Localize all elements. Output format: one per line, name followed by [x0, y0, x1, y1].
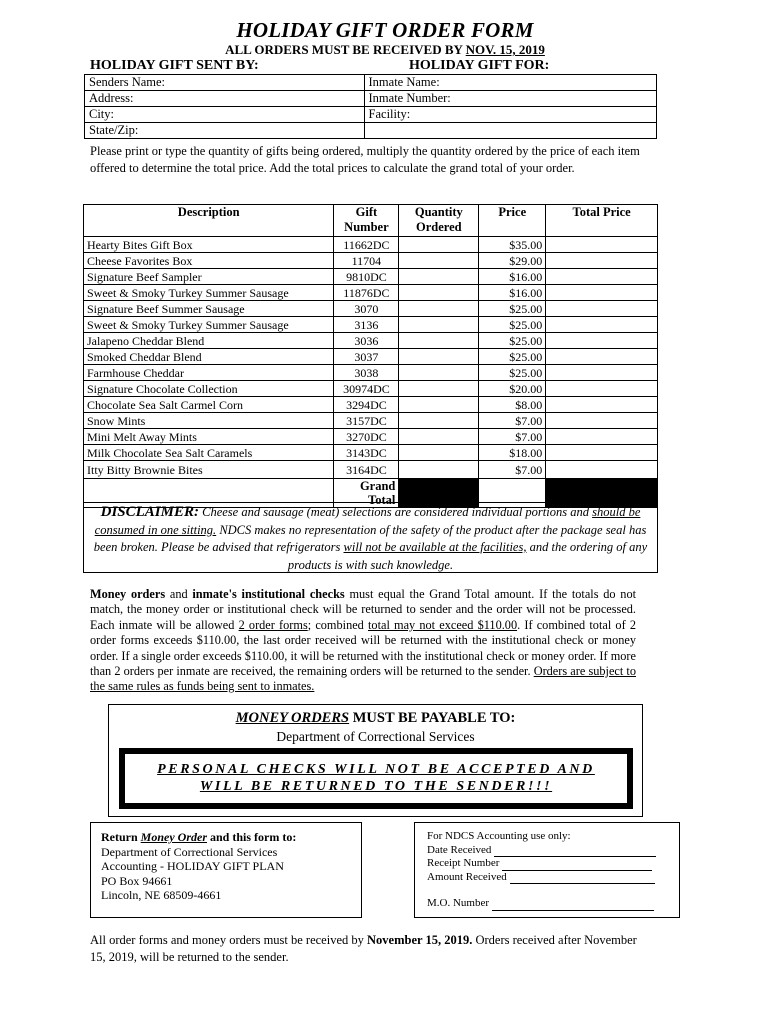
- money-text-1: and: [165, 587, 193, 601]
- item-price: $7.00: [479, 461, 546, 479]
- payable-must-be: MUST BE PAYABLE TO:: [349, 710, 516, 726]
- col-gift-number: [334, 205, 399, 237]
- item-quantity-cell[interactable]: [399, 429, 479, 445]
- item-quantity-cell[interactable]: [399, 461, 479, 479]
- item-quantity-cell[interactable]: [399, 413, 479, 429]
- subtitle-prefix: ALL ORDERS MUST BE RECEIVED BY: [225, 42, 466, 57]
- item-total-cell[interactable]: [546, 365, 658, 381]
- payee-name: Department of Correctional Services: [276, 729, 475, 744]
- table-row: [84, 269, 658, 285]
- item-description: Snow Mints: [84, 413, 334, 429]
- money-underline-1: 2 order forms: [238, 617, 308, 632]
- table-row: [84, 445, 658, 461]
- return-heading: [101, 830, 351, 845]
- table-row: [84, 349, 658, 365]
- item-price: $25.00: [479, 365, 546, 381]
- money-orders-bold: Money orders: [90, 587, 166, 601]
- amount-received-line[interactable]: [510, 872, 655, 884]
- receipt-number-row: [427, 857, 667, 871]
- disclaimer-text-4: and the ordering of any products is with such knowledge.: [287, 540, 648, 572]
- sent-by-heading: HOLIDAY GIFT SENT BY:: [90, 58, 259, 73]
- return-money-order: Money Order: [140, 830, 207, 844]
- item-price: $7.00: [479, 413, 546, 429]
- item-description: Hearty Bites Gift Box: [84, 237, 334, 253]
- footer-text-2: Orders received after November 15, 2019, will be returned to the sender.: [90, 933, 637, 964]
- payable-heading: [109, 710, 642, 727]
- table-row: [84, 461, 658, 479]
- item-quantity-cell[interactable]: [399, 301, 479, 317]
- institutional-checks-bold: inmate's institutional checks: [192, 587, 345, 601]
- item-gift-number: 3164DC: [334, 461, 399, 479]
- col-price: Price: [479, 205, 546, 237]
- item-description: Farmhouse Cheddar: [84, 365, 334, 381]
- receipt-number-label: Receipt Number: [427, 857, 500, 869]
- item-description: Cheese Favorites Box: [84, 253, 334, 269]
- return-text-2: and this form to:: [207, 830, 297, 844]
- item-description: Signature Beef Sampler: [84, 269, 334, 285]
- item-gift-number: 3070: [334, 301, 399, 317]
- mo-number-line[interactable]: [492, 899, 654, 911]
- item-price: $29.00: [479, 253, 546, 269]
- gift-items-table: [83, 204, 658, 508]
- item-total-cell[interactable]: [546, 269, 658, 285]
- accounting-box: [414, 822, 680, 918]
- instructions: Please print or type the quantity of gifts being ordered, multiply the quantity ordered by the price of each item offered to determine the total price. Add the total prices to calculate the grand total of your order.: [90, 144, 640, 175]
- money-text-2: must equal the Grand Total amount. If the totals do not match, the money order or institutional check will be returned to sender and the order will not be processed. Each inmate will be allowed: [90, 587, 637, 632]
- item-gift-number: 3157DC: [334, 413, 399, 429]
- warning-line-1: PERSONAL CHECKS WILL NOT BE ACCEPTED AND: [157, 762, 595, 777]
- table-row: [84, 365, 658, 381]
- return-address-box: [90, 822, 362, 918]
- item-total-cell[interactable]: [546, 301, 658, 317]
- item-price: $18.00: [479, 445, 546, 461]
- money-underline-3: Orders are subject to the same rules as funds being sent to inmates.: [90, 664, 636, 694]
- item-description: Signature Beef Summer Sausage: [84, 301, 334, 317]
- item-description: Sweet & Smoky Turkey Summer Sausage: [84, 285, 334, 301]
- warning-box: [119, 748, 633, 809]
- item-quantity-cell[interactable]: [399, 381, 479, 397]
- item-gift-number: 11876DC: [334, 285, 399, 301]
- item-quantity-cell[interactable]: [399, 237, 479, 253]
- disclaimer-text-1: Cheese and sausage (meat) selections are considered individual portions and: [199, 505, 593, 519]
- item-description: Sweet & Smoky Turkey Summer Sausage: [84, 317, 334, 333]
- item-total-cell[interactable]: [546, 349, 658, 365]
- date-received-label: Date Received: [427, 843, 492, 856]
- accounting-heading: For NDCS Accounting use only:: [427, 830, 571, 842]
- facility-field[interactable]: Facility:: [364, 107, 656, 123]
- disclaimer-text-2: NDCS makes no representation of the safety of the product after the package seal has been broken.: [93, 522, 647, 554]
- date-received-row: [427, 844, 667, 858]
- disclaimer-text-3: Please be advised that refrigerators: [157, 540, 344, 554]
- table-row: [84, 429, 658, 445]
- inmate-number-field[interactable]: Inmate Number:: [364, 91, 656, 107]
- item-total-cell[interactable]: [546, 445, 658, 461]
- return-line: Lincoln, NE 68509-4661: [101, 888, 222, 902]
- state-zip-field[interactable]: State/Zip:: [85, 123, 365, 139]
- item-price: $20.00: [479, 381, 546, 397]
- item-quantity-cell[interactable]: [399, 333, 479, 349]
- item-price: $7.00: [479, 429, 546, 445]
- return-line: PO Box 94661: [101, 873, 173, 888]
- table-row: [84, 301, 658, 317]
- money-orders-emph: MONEY ORDERS: [235, 710, 350, 726]
- item-quantity-cell[interactable]: [399, 349, 479, 365]
- item-price: $16.00: [479, 285, 546, 301]
- item-total-cell[interactable]: [546, 429, 658, 445]
- item-gift-number: 9810DC: [334, 269, 399, 285]
- table-row: [84, 253, 658, 269]
- item-gift-number: 3037: [334, 349, 399, 365]
- payable-box: [108, 704, 643, 817]
- item-quantity-cell[interactable]: [399, 269, 479, 285]
- disclaimer-box: [83, 502, 658, 573]
- col-quantity-label: Quantity: [414, 205, 463, 219]
- item-gift-number: 3294DC: [334, 397, 399, 413]
- return-line: Department of Correctional Services: [101, 844, 278, 859]
- item-total-cell[interactable]: [546, 333, 658, 349]
- receipt-number-line[interactable]: [502, 859, 652, 871]
- col-total-price: Total Price: [546, 205, 658, 237]
- item-quantity-cell[interactable]: [399, 397, 479, 413]
- table-row: [84, 397, 658, 413]
- form-title: HOLIDAY GIFT ORDER FORM: [236, 18, 534, 42]
- item-quantity-cell[interactable]: [399, 253, 479, 269]
- item-gift-number: 3143DC: [334, 445, 399, 461]
- item-gift-number: 3270DC: [334, 429, 399, 445]
- address-field[interactable]: Address:: [85, 91, 365, 107]
- item-gift-number: 3036: [334, 333, 399, 349]
- item-price: $35.00: [479, 237, 546, 253]
- money-text-4: . If combined total of 2 order forms exceeds $110.00, the last order received will be returned with the institutional check or money order. If a single order exceeds $110.00, it will be returned with the institutional check or money order. If more than 2 orders per inmate are received, the remaining orders will be returned to the sender.: [90, 617, 636, 679]
- disclaimer-underline-1: should be consumed in one sitting.: [94, 505, 641, 537]
- item-description: Milk Chocolate Sea Salt Caramels: [84, 445, 334, 461]
- sender-recipient-table: [84, 74, 657, 139]
- deadline-date: NOV. 15, 2019: [465, 42, 545, 57]
- footer-text-1: All order forms and money orders must be received by: [90, 933, 368, 947]
- empty-cell: [364, 123, 656, 139]
- item-total-cell[interactable]: [546, 413, 658, 429]
- senders-name-field[interactable]: Senders Name:: [85, 75, 365, 91]
- disclaimer-label: DISCLAIMER:: [100, 504, 199, 520]
- col-number-label: Number: [344, 220, 389, 234]
- table-row: [84, 333, 658, 349]
- col-gift-label: Gift: [355, 205, 378, 219]
- item-description: Chocolate Sea Salt Carmel Corn: [84, 397, 334, 413]
- item-price: $8.00: [479, 397, 546, 413]
- amount-received-row: [427, 871, 667, 885]
- money-text-3: ; combined: [307, 617, 368, 632]
- table-row: [84, 237, 658, 253]
- item-total-cell[interactable]: [546, 253, 658, 269]
- item-quantity-cell[interactable]: [399, 365, 479, 381]
- item-quantity-cell[interactable]: [399, 317, 479, 333]
- item-description: Smoked Cheddar Blend: [84, 349, 334, 365]
- return-text-1: Return: [101, 830, 141, 844]
- table-row: [84, 413, 658, 429]
- date-received-line[interactable]: [494, 845, 656, 857]
- item-description: Mini Melt Away Mints: [84, 429, 334, 445]
- grand-total-label-cell: Grand Total: [334, 479, 399, 508]
- disclaimer-underline-2: will not be available at the facilities,: [343, 540, 527, 554]
- city-field[interactable]: City:: [85, 107, 365, 123]
- deadline-subtitle: [0, 42, 770, 58]
- item-price: $16.00: [479, 269, 546, 285]
- item-total-cell[interactable]: [546, 237, 658, 253]
- item-gift-number: 30974DC: [334, 381, 399, 397]
- item-total-cell[interactable]: [546, 285, 658, 301]
- footer-note: [90, 932, 650, 965]
- item-price: $25.00: [479, 301, 546, 317]
- inmate-name-field[interactable]: Inmate Name:: [364, 75, 656, 91]
- table-row: [84, 285, 658, 301]
- item-gift-number: 3038: [334, 365, 399, 381]
- mo-number-row: [427, 897, 667, 911]
- item-gift-number: 11662DC: [334, 237, 399, 253]
- col-ordered-label: Ordered: [416, 220, 462, 234]
- return-line: Accounting - HOLIDAY GIFT PLAN: [101, 859, 284, 873]
- item-description: Jalapeno Cheddar Blend: [84, 333, 334, 349]
- item-price: $25.00: [479, 317, 546, 333]
- item-description: Signature Chocolate Collection: [84, 381, 334, 397]
- warning-inner: [125, 754, 627, 803]
- item-quantity-cell[interactable]: [399, 445, 479, 461]
- gift-for-heading: HOLIDAY GIFT FOR:: [409, 58, 550, 73]
- item-gift-number: 11704: [334, 253, 399, 269]
- table-row: [84, 317, 658, 333]
- item-total-cell[interactable]: [546, 397, 658, 413]
- item-gift-number: 3136: [334, 317, 399, 333]
- warning-line-2: WILL BE RETURNED TO THE SENDER!!!: [199, 779, 553, 794]
- col-quantity-ordered: [399, 205, 479, 237]
- table-row: [84, 381, 658, 397]
- money-underline-2: total may not exceed $110.00: [368, 617, 518, 632]
- col-description: Description: [84, 205, 334, 237]
- amount-received-label: Amount Received: [427, 870, 507, 883]
- item-description: Itty Bitty Brownie Bites: [84, 461, 334, 479]
- item-quantity-cell[interactable]: [399, 285, 479, 301]
- item-total-cell[interactable]: [546, 381, 658, 397]
- item-price: $25.00: [479, 349, 546, 365]
- item-price: $25.00: [479, 333, 546, 349]
- footer-deadline: November 15, 2019.: [367, 933, 473, 947]
- mo-number-label: M.O. Number: [427, 897, 490, 909]
- payment-rules: [90, 587, 636, 695]
- item-total-cell[interactable]: [546, 461, 658, 479]
- item-total-cell[interactable]: [546, 317, 658, 333]
